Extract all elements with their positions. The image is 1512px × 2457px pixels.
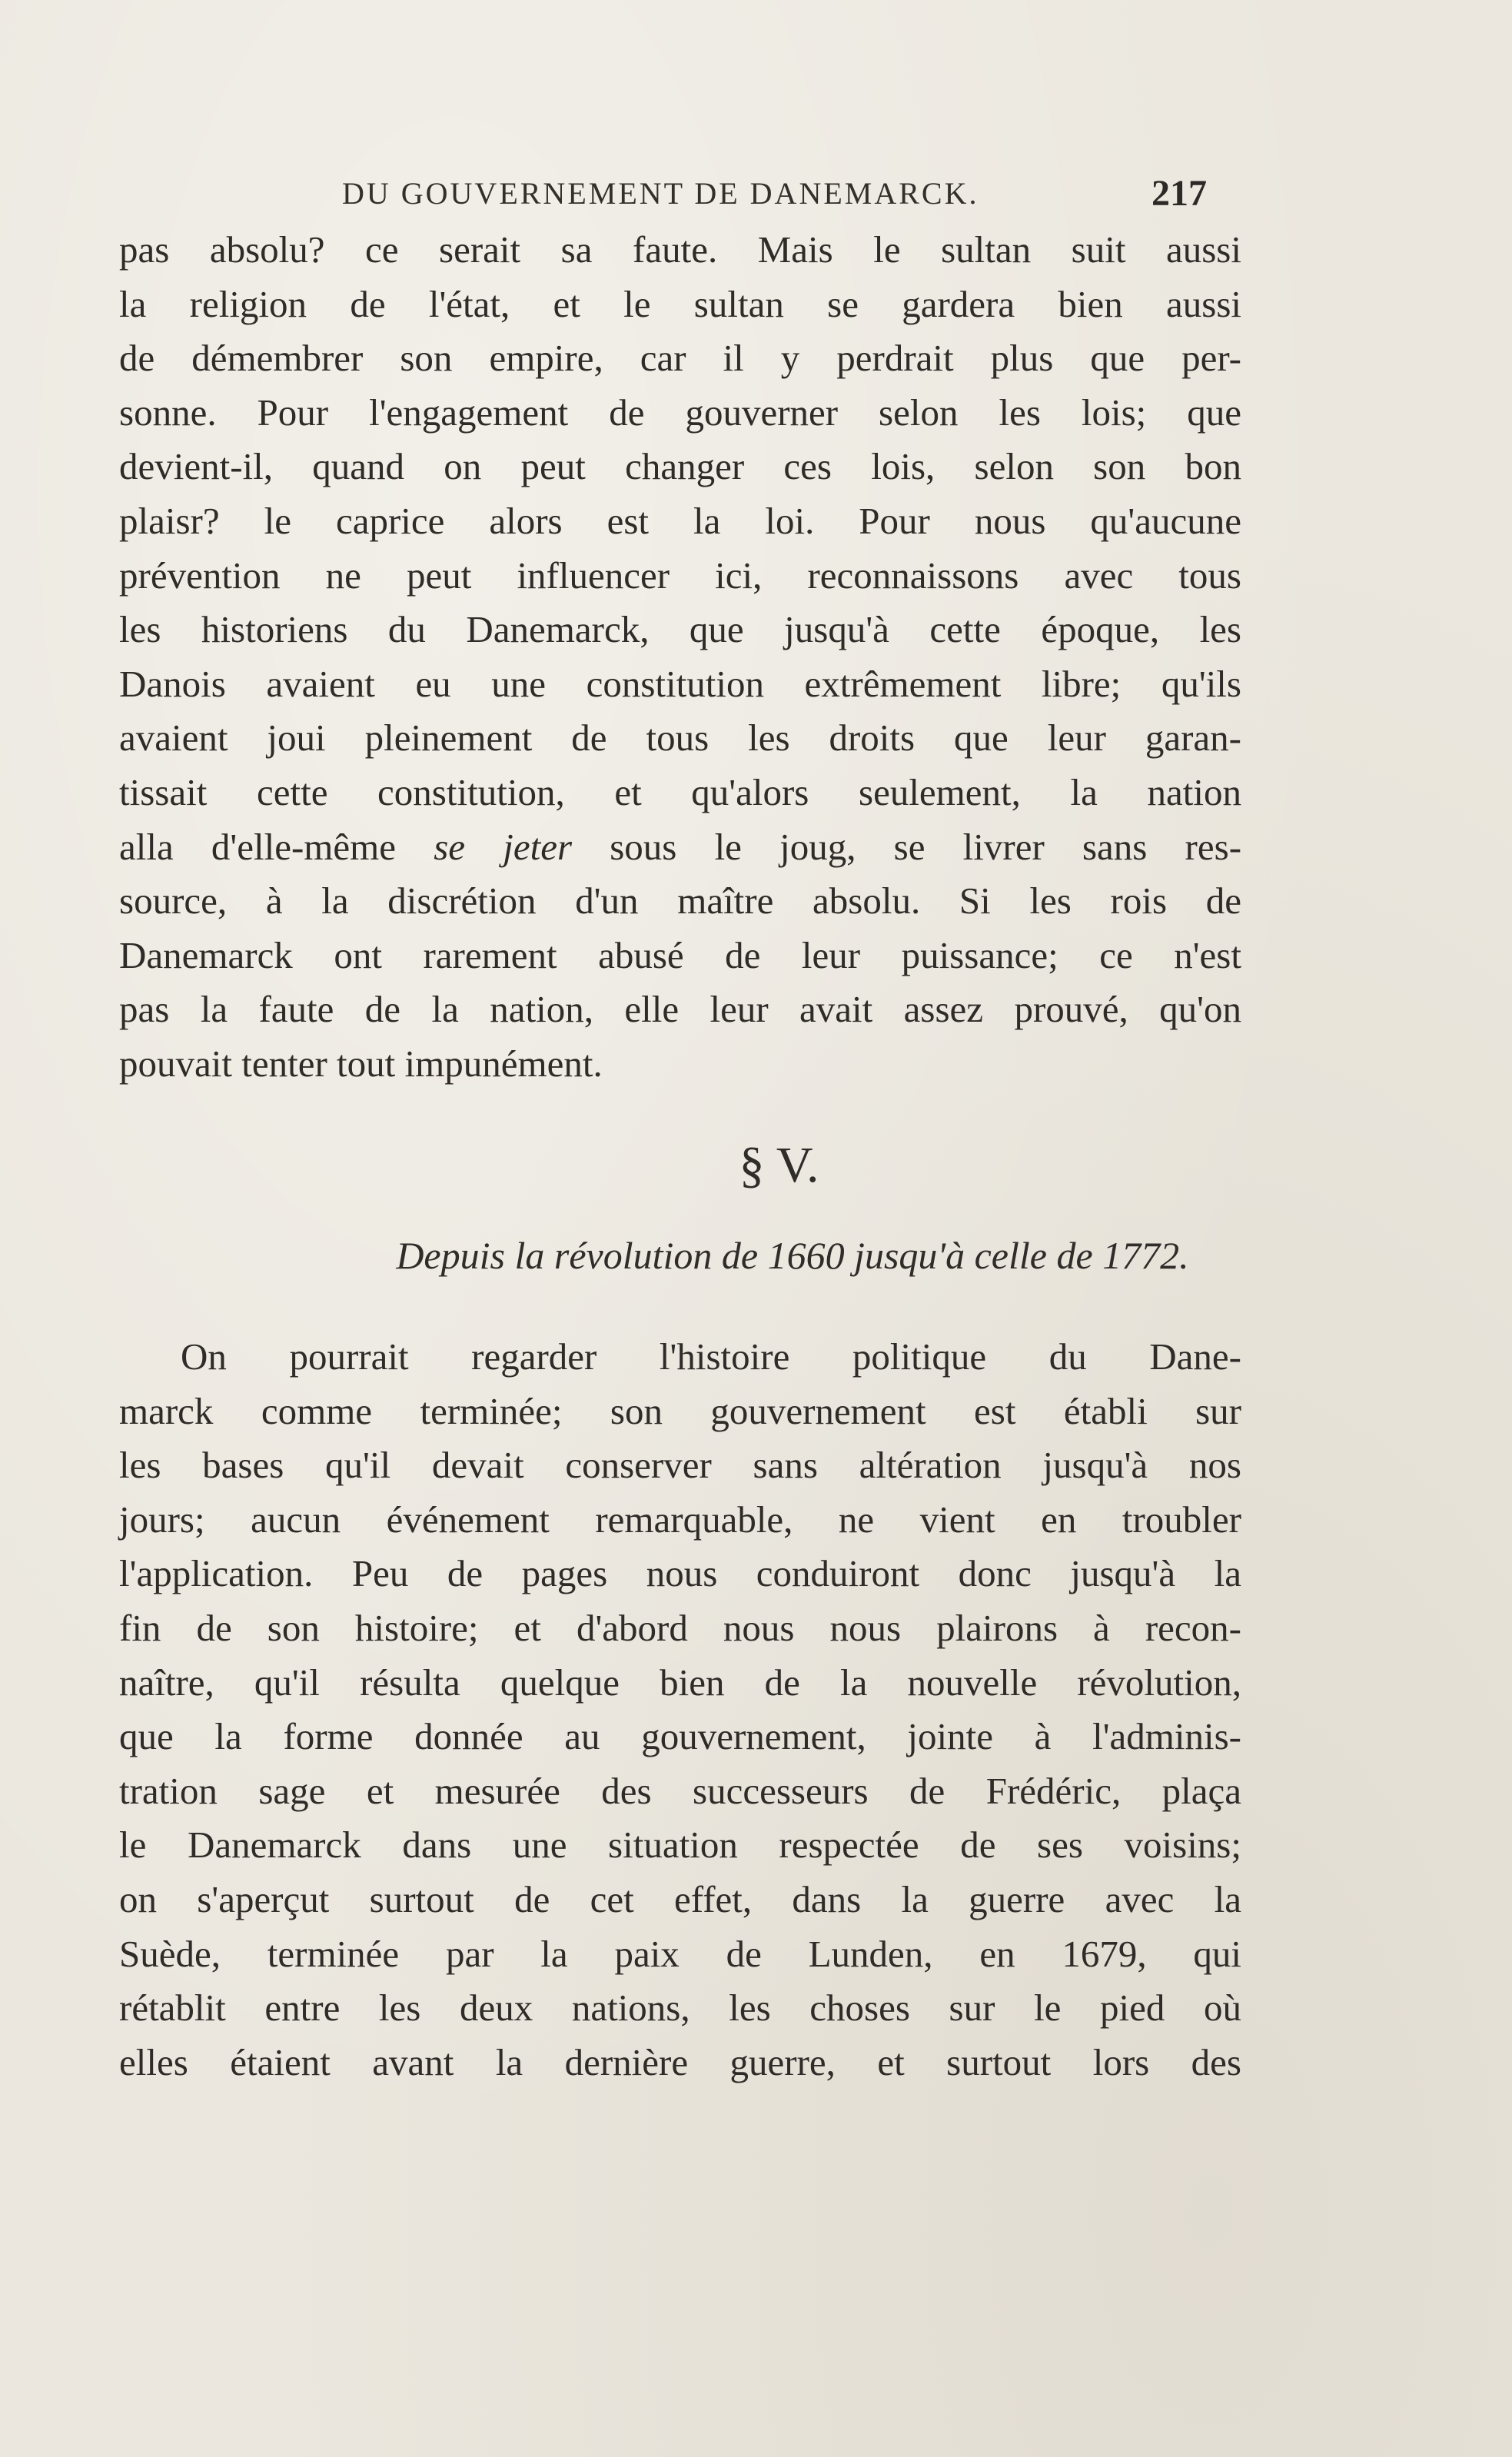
running-title: DU GOUVERNEMENT DE DANEMARCK. xyxy=(342,176,979,211)
paragraph-2 xyxy=(119,1330,1241,2090)
text-line: jours; aucun événement remarquable, ne vient en troubler xyxy=(119,1498,1241,1541)
text-line: elles étaient avant la dernière guerre, et surtout lors des xyxy=(119,2040,1241,2083)
italic-emphasis: se jeter xyxy=(434,825,573,868)
text-line: source, à la discrétion d'un maître absolu. Si les rois de xyxy=(119,879,1241,923)
text-line: avaient joui pleinement de tous les droits que leur garan- xyxy=(119,716,1241,760)
text-fragment: sous le joug, se livrer sans res- xyxy=(610,825,1242,868)
text-line: les bases qu'il devait conserver sans altération jusqu'à nos xyxy=(119,1444,1241,1487)
text-line: le Danemarck dans une situation respectée de ses voisins; xyxy=(119,1824,1241,1867)
subheading-text: Depuis la révolution de 1660 jusqu'à celle de 1772. xyxy=(396,1234,1189,1277)
text-line: marck comme terminée; son gouvernement est établi sur xyxy=(119,1389,1241,1432)
paragraph-1 xyxy=(119,223,1241,1092)
text-line: de démembrer son empire, car il y perdrait plus que per- xyxy=(119,337,1241,380)
text-line: tration sage et mesurée des successeurs de Frédéric, plaça xyxy=(119,1769,1241,1812)
text-line: pas la faute de la nation, elle leur avait assez prouvé, qu'on xyxy=(119,988,1241,1031)
page-number: 217 xyxy=(1151,173,1207,214)
text-line: l'application. Peu de pages nous conduiront donc jusqu'à la xyxy=(119,1552,1241,1595)
text-fragment: alla d'elle-même xyxy=(119,825,397,868)
text-line: Danois avaient eu une constitution extrêmement libre; qu'ils xyxy=(119,662,1241,705)
text-line: plaisr? le caprice alors est la loi. Pour nous qu'aucune xyxy=(119,499,1241,542)
text-line: fin de son histoire; et d'abord nous nous plairons à recon- xyxy=(119,1606,1241,1649)
text-line: Danemarck ont rarement abusé de leur puissance; ce n'est xyxy=(119,933,1241,976)
text-line: pouvait tenter tout impunément. xyxy=(119,1042,603,1085)
text-line: On pourrait regarder l'histoire politique du Dane- xyxy=(181,1335,1241,1378)
text-line-with-italic xyxy=(119,820,1241,875)
page-header xyxy=(0,175,1512,221)
text-line: naître, qu'il résulta quelque bien de la nouvelle révolution, xyxy=(119,1661,1241,1704)
text-line: prévention ne peut influencer ici, reconnaissons avec tous xyxy=(119,554,1241,597)
text-line: sonne. Pour l'engagement de gouverner selon les lois; que xyxy=(119,391,1241,434)
section-mark-text: § V. xyxy=(739,1137,819,1193)
text-line: les historiens du Danemarck, que jusqu'à cette époque, les xyxy=(119,608,1241,651)
text-line: rétablit entre les deux nations, les choses sur le pied où xyxy=(119,1987,1241,2030)
text-line: la religion de l'état, et le sultan se gardera bien aussi xyxy=(119,282,1241,325)
text-line: on s'aperçut surtout de cet effet, dans la guerre avec la xyxy=(119,1877,1241,1920)
text-line: tissait cette constitution, et qu'alors seulement, la nation xyxy=(119,770,1241,813)
text-line: que la forme donnée au gouvernement, jointe à l'adminis- xyxy=(119,1715,1241,1758)
text-line: devient-il, quand on peut changer ces lois, selon son bon xyxy=(119,445,1241,488)
section-number xyxy=(0,1136,1512,1195)
text-line: pas absolu? ce serait sa faute. Mais le sultan suit aussi xyxy=(119,228,1241,271)
section-subheading xyxy=(0,1233,1512,1278)
text-line: Suède, terminée par la paix de Lunden, en 1679, qui xyxy=(119,1932,1241,1975)
